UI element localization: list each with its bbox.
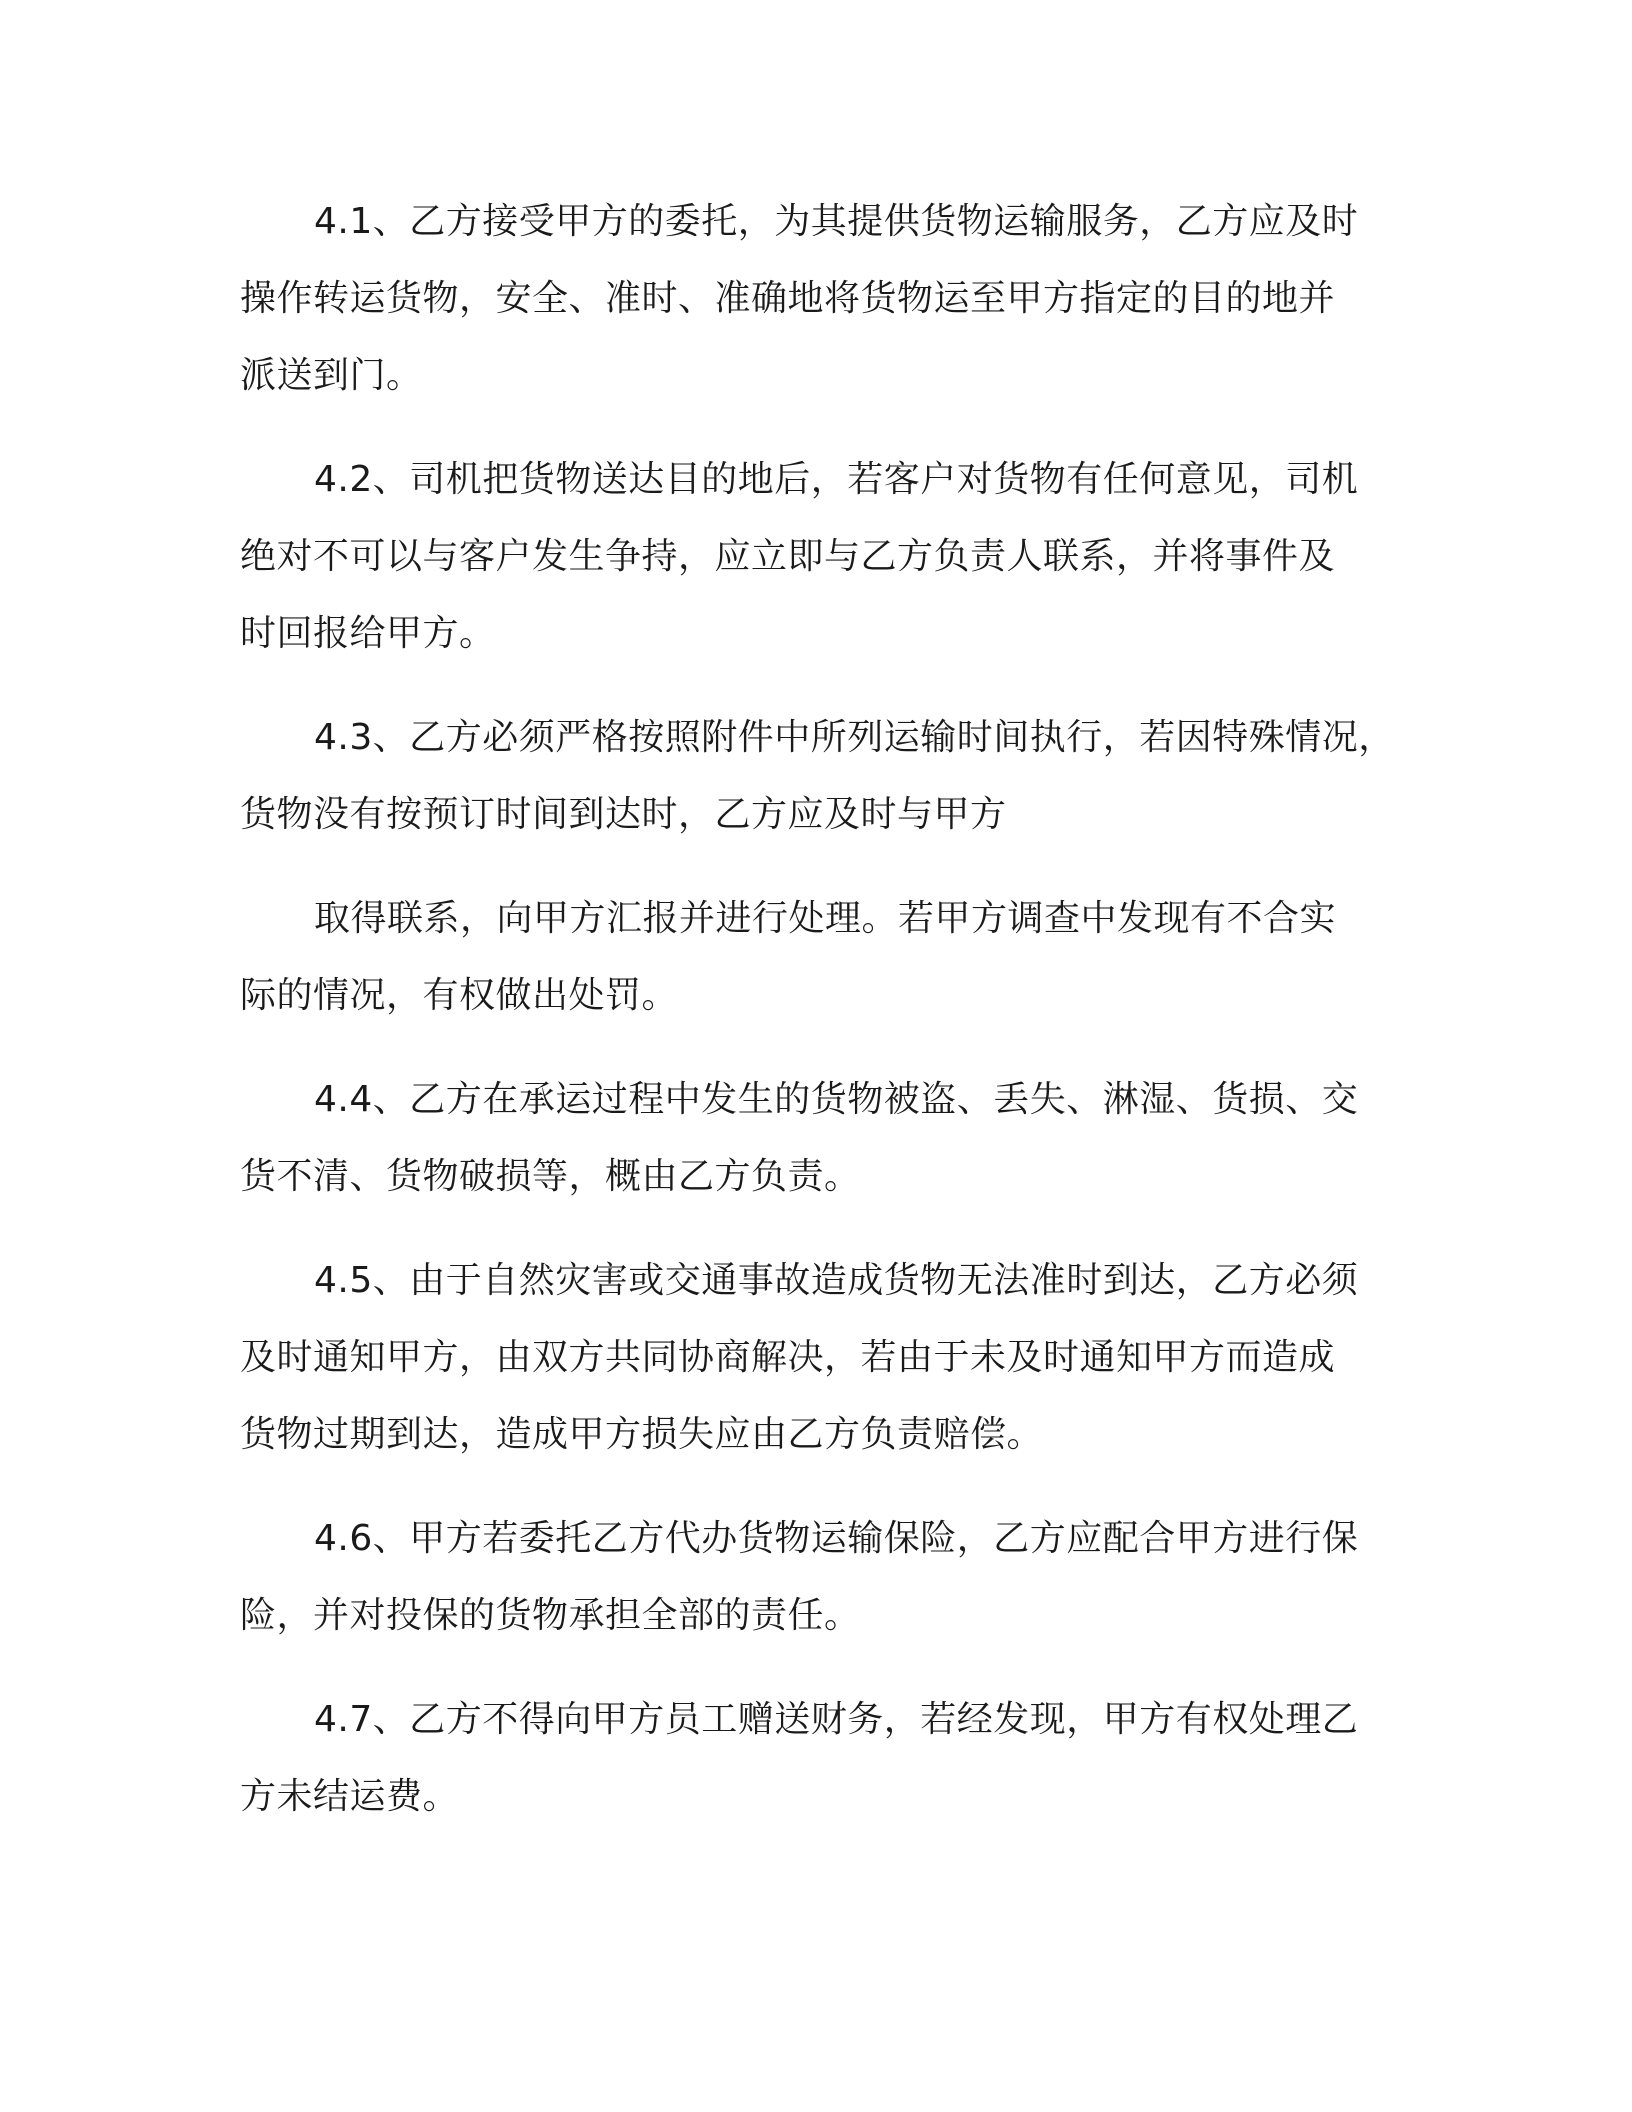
clause-4-5 [240, 1242, 1400, 1473]
clause-4-6 [240, 1500, 1400, 1654]
clause-4-3 [240, 699, 1400, 853]
text-line: 4.5、由于自然灾害或交通事故造成货物无法准时到达，乙方必须 [314, 1260, 1359, 1301]
text-line: 取得联系，向甲方汇报并进行处理。若甲方调查中发现有不合实 [314, 898, 1337, 939]
clause-4-7 [240, 1681, 1400, 1835]
text-line: 4.6、甲方若委托乙方代办货物运输保险，乙方应配合甲方进行保 [314, 1518, 1359, 1559]
text-line: 派送到门。 [240, 355, 423, 396]
text-line: 4.4、乙方在承运过程中发生的货物被盗、丢失、淋湿、货损、交 [314, 1079, 1359, 1120]
text-line: 4.3、乙方必须严格按照附件中所列运输时间执行，若因特殊情况， [314, 717, 1395, 758]
text-line: 货不清、货物破损等，概由乙方负责。 [240, 1156, 861, 1197]
text-line: 绝对不可以与客户发生争持，应立即与乙方负责人联系，并将事件及 [240, 536, 1336, 577]
text-line: 4.1、乙方接受甲方的委托，为其提供货物运输服务，乙方应及时 [314, 201, 1359, 242]
text-line: 货物没有按预订时间到达时，乙方应及时与甲方 [240, 794, 1007, 835]
text-line: 4.2、司机把货物送达目的地后，若客户对货物有任何意见，司机 [314, 459, 1359, 500]
clause-4-4 [240, 1061, 1400, 1215]
text-line: 方未结运费。 [240, 1776, 460, 1817]
clause-4-2 [240, 441, 1400, 672]
text-line: 际的情况，有权做出处罚。 [240, 975, 679, 1016]
text-line: 4.7、乙方不得向甲方员工赠送财务，若经发现，甲方有权处理乙 [314, 1699, 1359, 1740]
text-line: 操作转运货物，安全、准时、准确地将货物运至甲方指定的目的地并 [240, 278, 1336, 319]
text-line: 险，并对投保的货物承担全部的责任。 [240, 1595, 861, 1636]
document-body [240, 183, 1400, 1835]
text-line: 时回报给甲方。 [240, 613, 496, 654]
text-line: 及时通知甲方，由双方共同协商解决，若由于未及时通知甲方而造成 [240, 1337, 1336, 1378]
text-line: 货物过期到达，造成甲方损失应由乙方负责赔偿。 [240, 1414, 1044, 1455]
clause-4-3-continued [240, 880, 1400, 1034]
clause-4-1 [240, 183, 1400, 414]
